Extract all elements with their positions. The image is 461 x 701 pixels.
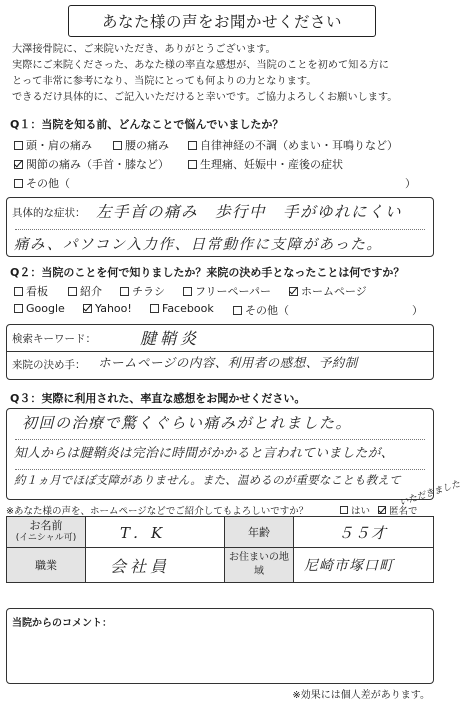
symptom-answer-line: 痛み、パソコン入力作、日常動作に支障があった。 [14,237,383,253]
area-label-cell: お住まいの地域 [225,548,294,583]
name-label-cell: お名前 (イニシャル可) [7,517,86,548]
feedback-line: 約１ヵ月でほぼ支障がありません。また、温めるのが重要なことも教えて [14,473,401,487]
checkbox[interactable] [183,287,192,296]
decision-label: 来院の決め手： [12,359,86,371]
rule-line [7,351,433,352]
q1-heading: Q１：当院を知る前、どんなことで悩んでいましたか？ [10,118,284,131]
checkbox[interactable] [113,141,122,150]
intro-line: できるだけ具体的に、ご記入いただけると幸いです。ご協力よろしくお願いします。 [12,92,398,103]
page-title: あなた様の声をお聞かせください [68,5,376,37]
checkbox[interactable] [150,304,159,313]
checkbox[interactable] [68,287,77,296]
checkbox[interactable] [14,141,23,150]
q2-heading: Q２：当院のことを何で知りましたか？来院の決め手となったことは何ですか？ [10,266,405,279]
q2-option-other[interactable]: その他（ [233,302,289,318]
q2-option[interactable]: 紹介 [68,283,102,299]
q1-other-close: ） [405,177,416,190]
q1-option-other[interactable]: その他（ [14,175,70,191]
footer-note: ※効果には個人差があります。 [292,690,430,701]
intro-text [12,42,434,106]
q1-option[interactable]: 関節の痛み（手首・膝など） [14,156,169,172]
checkbox-checked[interactable] [83,304,92,313]
checkbox[interactable] [188,160,197,169]
q2-option[interactable]: Yahoo! [83,302,132,315]
consent-question: ※あなた様の声を、ホームページなどでご紹介してもよろしいですか？ [6,506,309,517]
checkbox[interactable] [340,506,348,514]
checkbox[interactable] [14,287,23,296]
checkbox[interactable] [188,141,197,150]
consent-anon-option[interactable]: 匿名で [378,503,418,517]
q2-option[interactable]: 看板 [14,283,48,299]
symptom-label: 具体的な症状： [12,207,86,219]
comment-label: 当院からのコメント： [12,618,112,629]
consent-yes-option[interactable]: はい [340,503,370,517]
intro-line: 大澤接骨院に、ご来院いただき、ありがとうございます。 [12,44,276,55]
q2-option[interactable]: ホームページ [289,283,367,299]
q2-option[interactable]: チラシ [120,283,165,299]
q1-option[interactable]: 生理痛、妊娠中・産後の症状 [188,156,343,172]
area-value-cell: 尼崎市塚口町 [294,548,434,583]
keyword-answer: 腱鞘炎 [140,329,201,348]
q2-other-close: ） [412,304,423,317]
age-value-cell: ５５才 [294,517,434,548]
q2-option[interactable]: フリーペーパー [183,283,271,299]
q1-option[interactable]: 腰の痛み [113,137,169,153]
job-value-cell: 会社員 [86,548,225,583]
age-label-cell: 年齢 [225,517,294,548]
rule-line [15,439,425,440]
checkbox-checked[interactable] [289,287,298,296]
checkbox[interactable] [120,287,129,296]
checkbox-checked[interactable] [378,506,386,514]
info-table [6,516,434,583]
rule-line [15,469,425,470]
q3-heading: Q３：実際に利用された、率直な感想をお聞かせください。 [10,392,306,405]
intro-line: 実際にご来院くださった、あなた様の率直な感想が、当院のことを初めて知る方に [12,60,389,71]
checkbox[interactable] [14,179,23,188]
job-label-cell: 職業 [7,548,86,583]
decision-answer: ホームページの内容、利用者の感想、予約制 [98,355,358,370]
symptom-answer-line: 左手首の痛み 歩行中 手がゆれにくい [96,203,403,221]
q1-option[interactable]: 自律神経の不調（めまい・耳鳴りなど） [188,137,398,153]
intro-line: とって非常に参考になり、当院にとっても何よりの力となります。 [12,76,317,87]
checkbox[interactable] [233,306,242,315]
rule-line [15,229,425,230]
q2-option[interactable]: Google [14,302,65,315]
feedback-margin-note: いただきました [398,479,461,509]
keyword-label: 検索キーワード： [12,333,96,345]
name-value-cell: T．K [86,517,225,548]
q2-option[interactable]: Facebook [150,302,214,315]
checkbox[interactable] [14,304,23,313]
q1-option[interactable]: 頭・肩の痛み [14,137,92,153]
feedback-line: 初回の治療で驚くぐらい痛みがとれました。 [22,414,353,432]
checkbox-checked[interactable] [14,160,23,169]
feedback-line: 知人からは腱鞘炎は完治に時間がかかると言われていましたが、 [14,446,394,461]
